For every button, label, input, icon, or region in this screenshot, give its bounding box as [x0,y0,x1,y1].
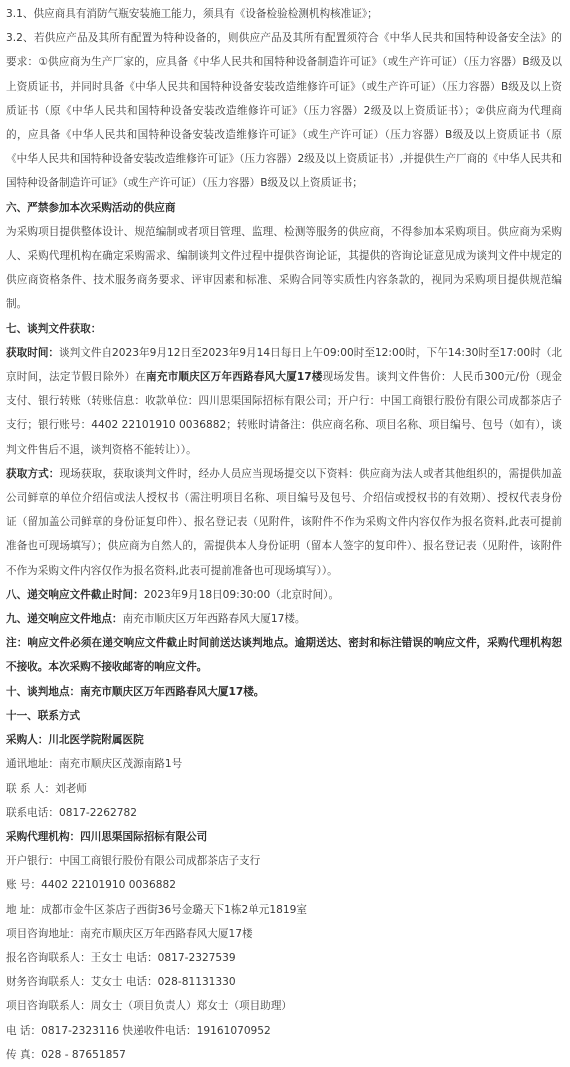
purchaser: 采购人：川北医学院附属医院 [6,734,144,747]
deadline-value: 2023年9月18日09:30:00（北京时间）。 [143,588,340,601]
agency-fax: 传 真：028 - 87651857 [6,1048,126,1061]
consult-address: 项目咨询地址：南充市顺庆区万年西路春风大厦17楼 [6,927,253,940]
finance-contact: 财务咨询联系人：艾女士 电话：028-81131330 [6,976,236,989]
agency: 采购代理机构：四川思渠国际招标有限公司 [6,830,208,843]
section-10: 十、谈判地点：南充市顺庆区万年西路春风大厦17楼。 [6,685,265,698]
clause-3-2: 3.2、若供应产品及其所有配置为特种设备的，则供应产品及其所有配置须符合《中华人民共和国特种设备安全法》的要求：①供应商为生产厂家的，应具备《中华人民共和国特种设备制造许可证》（或生产许可证）（压力容器）B级及以上资质证书，并同时具备《中华人民共和国特种设备安装改造维修许可证》（或生产许可证）（压力容器）B级及以上资质证书（原《中华人民共和国特种设备安装改造维修许可证》（压力容器）2级及以上资质证书）；②供应商为代理商的，应具备《中华人民共和国特种设备安装改造维修许可证》（或生产许可证）（压力容器）B级及以上资质证书（原《中华人民共和国特种设备安装改造维修许可证》（压力容器）2级及以上资质证书）,并提供生产厂商的《中华人民共和国特种设备制造许可证》（或生产许可证）（压力容器）B级及以上资质证书； [6,32,562,190]
note: 注：响应文件必须在递交响应文件截止时间前送达谈判地点。逾期送达、密封和标注错误的响应文件，采购代理机构恕不接收。本次采购不接收邮寄的响应文件。 [6,637,562,674]
registration-contact: 报名咨询联系人：王女士 电话：0817-2327539 [6,951,236,964]
deadline-label: 八、递交响应文件截止时间： [6,588,144,601]
purchaser-address: 通讯地址：南充市顺庆区茂源南路1号 [6,758,183,771]
acquisition-method-label: 获取方式： [6,467,60,480]
purchaser-contact: 联 系 人：刘老师 [6,782,87,795]
submission-place-label: 九、递交响应文件地点： [6,613,123,626]
acquisition-price-text: 现场发售。谈判文件售价：人民币300元/份（现金支付、银行转账（转账信息：收款单位：四川思渠国际招标有限公司；开户行：中国工商银行股份有限公司成都茶店子支行；银行账号：4402 22101910 0036882；转账时请备注：供应商名称、项目名称、项目编号、包号（如有），谈判文件售后不退，谈判资格不能转让））。 [6,371,562,456]
submission-place-value: 南充市顺庆区万年西路春风大厦17楼。 [122,613,306,626]
purchaser-phone: 联系电话：0817-2262782 [6,806,137,819]
section-11-heading: 十一、联系方式 [6,709,81,722]
project-contact: 项目咨询联系人：周女士（项目负责人）郑女士（项目助理） [6,1000,293,1013]
acquisition-place: 南充市顺庆区万年西路春风大厦17楼 [146,371,323,384]
section-9 [6,607,562,631]
clause-3-1: 3.1、供应商具有消防气瓶安装施工能力，须具有《设备检验检测机构核准证》； [6,8,378,20]
section-6-heading: 六、严禁参加本次采购活动的供应商 [6,201,176,214]
acquisition-time-label: 获取时间： [6,346,60,359]
acquisition-method-text: 现场获取，获取谈判文件时，经办人员应当现场提交以下资料：供应商为法人或者其他组织的，需提供加盖公司鲜章的单位介绍信或法人授权书（需注明项目名称、项目编号及包号、介绍信或授权书的有效期）、授权代表身份证（留加盖公司鲜章的身份证复印件）、报名登记表（见附件，该附件不作为采购文件内容仅作为报名资料,此表可提前准备也可现场填写）；供应商为自然人的，需提供本人身份证明（留本人签字的复印件）、报名登记表（见附件，该附件不作为采购文件内容仅作为报名资料,此表可提前准备也可现场填写））。 [6,467,563,577]
acquisition-method [6,462,562,583]
agency-telephone: 电 话：0817-2323116 快递收件电话：19161070952 [6,1024,271,1037]
agency-bank: 开户银行：中国工商银行股份有限公司成都茶店子支行 [6,855,261,868]
section-7-heading: 七、谈判文件获取： [6,322,102,335]
section-6-body: 为采购项目提供整体设计、规范编制或者项目管理、监理、检测等服务的供应商，不得参加本采购项目。供应商为采购人、采购代理机构在确定采购需求、编制谈判文件过程中提供咨询论证，其提供的咨询论证意见成为谈判文件中规定的供应商资格条件、技术服务商务要求、评审因素和标准、采购合同等实质性内容条款的，视同为采购项目提供规范编制。 [6,225,562,311]
acquisition-time-text: 谈判文件自2023年9月12日至2023年9月14日每日上午09:00时至12:00时，下午14:30时至17:00时（北京时间，法定节假日除外）在 [6,346,562,384]
agency-account: 账 号：4402 22101910 0036882 [6,879,176,892]
agency-address: 地 址：成都市金牛区茶店子西街36号金璐天下1栋2单元1819室 [6,903,307,916]
section-8 [6,583,562,607]
acquisition-time [6,341,562,462]
